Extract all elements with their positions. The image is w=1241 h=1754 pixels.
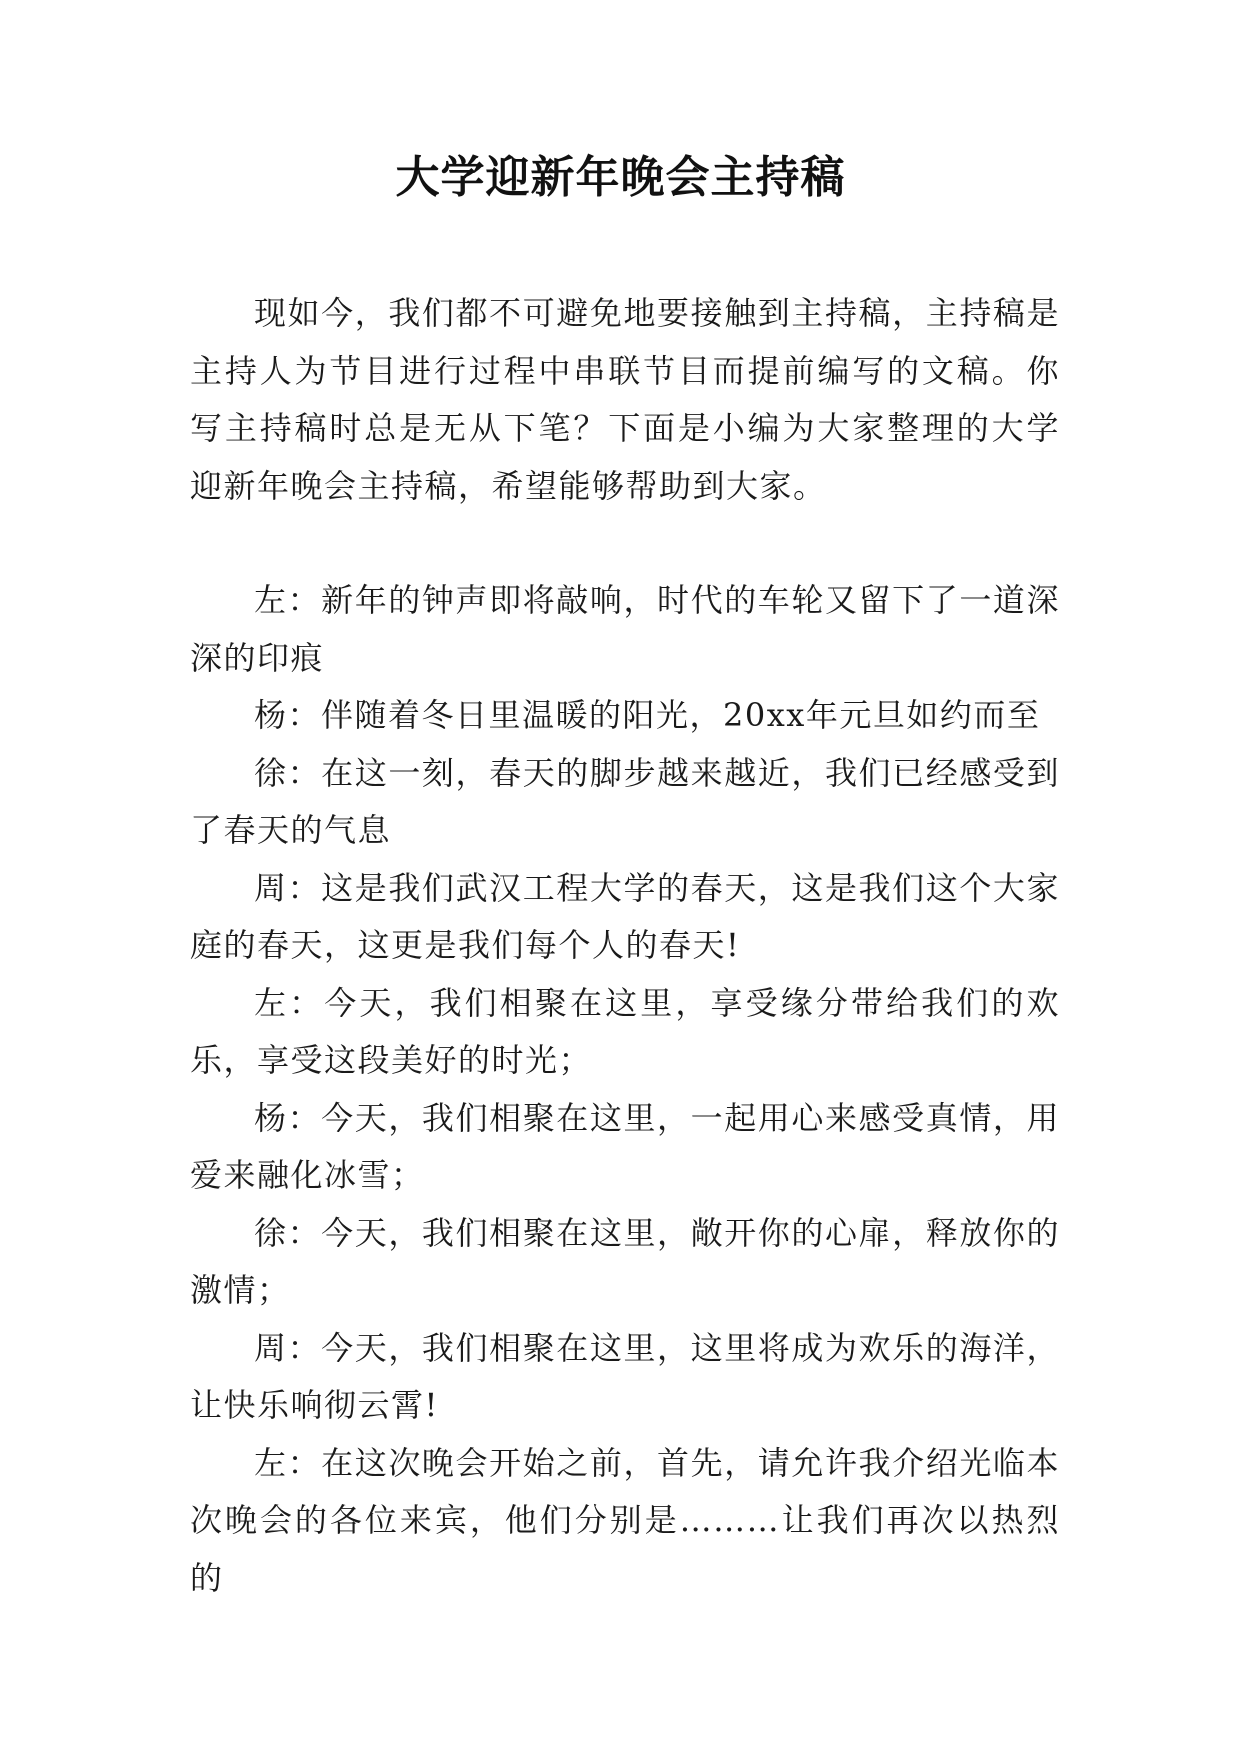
script-line: 周：这是我们武汉工程大学的春天，这是我们这个大家庭的春天，这更是我们每个人的春天! bbox=[190, 868, 1060, 964]
script-line: 杨：伴随着冬日里温暖的阳光，20xx年元旦如约而至 bbox=[254, 696, 1041, 734]
script-line: 左：今天，我们相聚在这里，享受缘分带给我们的欢乐，享受这段美好的时光； bbox=[190, 983, 1060, 1079]
script-line: 徐：在这一刻，春天的脚步越来越近，我们已经感受到了春天的气息 bbox=[190, 753, 1060, 849]
script-line: 徐：今天，我们相聚在这里，敞开你的心扉，释放你的激情； bbox=[190, 1213, 1060, 1309]
script-line: 左：在这次晚会开始之前，首先，请允许我介绍光临本次晚会的各位来宾，他们分别是………让我们再次以热烈的 bbox=[190, 1443, 1060, 1597]
script-line: 周：今天，我们相聚在这里，这里将成为欢乐的海洋，让快乐响彻云霄! bbox=[190, 1328, 1060, 1424]
document-title: 大学迎新年晚会主持稿 bbox=[395, 152, 846, 203]
document-body bbox=[190, 285, 1060, 1607]
script-line: 杨：今天，我们相聚在这里，一起用心来感受真情，用爱来融化冰雪； bbox=[190, 1098, 1060, 1194]
script-line: 左：新年的钟声即将敲响，时代的车轮又留下了一道深深的印痕 bbox=[190, 581, 1060, 677]
intro-paragraph: 现如今，我们都不可避免地要接触到主持稿，主持稿是主持人为节目进行过程中串联节目而提前编写的文稿。你写主持稿时总是无从下笔？下面是小编为大家整理的大学迎新年晚会主持稿，希望能够帮助到大家。 bbox=[190, 294, 1060, 505]
